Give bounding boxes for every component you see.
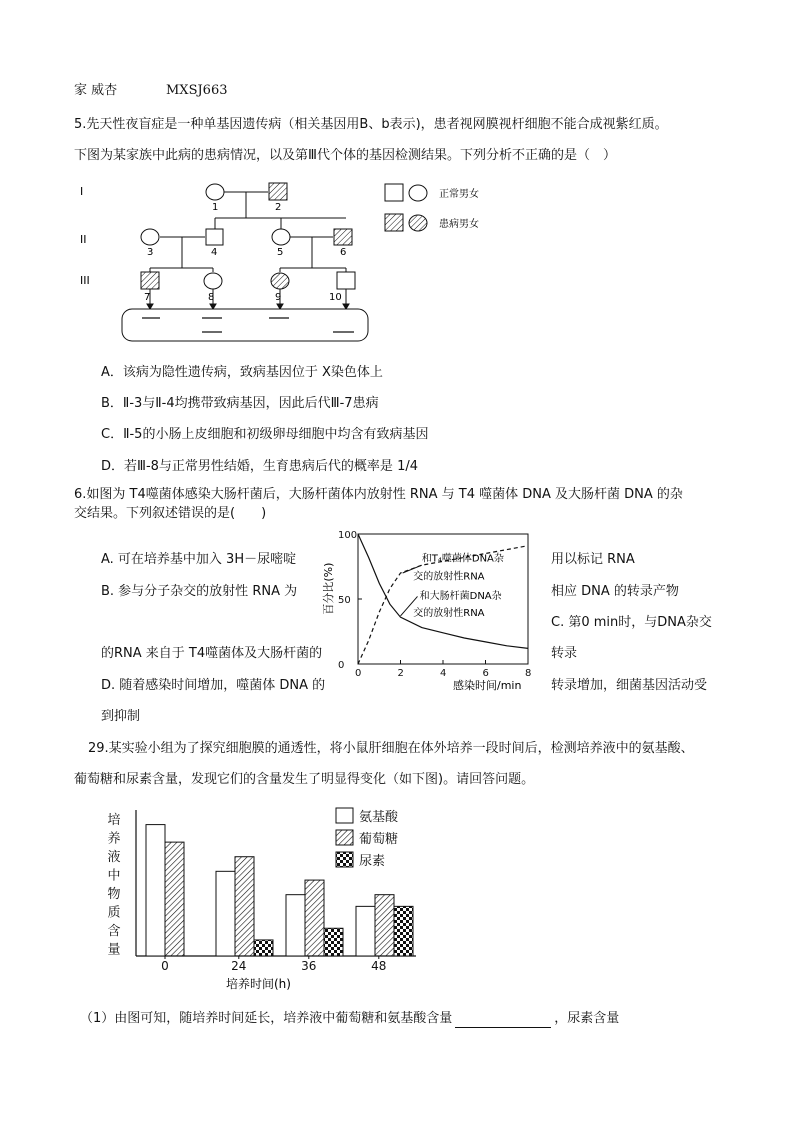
legend-swatch-尿素 <box>336 852 353 867</box>
member-3-female-normal <box>141 229 159 245</box>
bar-葡萄糖-48 <box>375 895 394 956</box>
bar-category-label: 48 <box>371 959 387 973</box>
rna-hybridization-line-chart <box>318 524 548 694</box>
bar-ylabel-char: 液 <box>107 850 121 865</box>
bar-葡萄糖-36 <box>305 880 324 956</box>
line-chart-xlabel: 感染时间/min <box>453 679 522 692</box>
member-8-female-normal <box>204 273 222 289</box>
legend-label-氨基酸: 氨基酸 <box>359 810 399 825</box>
legend-normal-label: 正常男女 <box>439 189 479 200</box>
member-1-female-normal <box>206 184 224 200</box>
y-tick-label: 100 <box>338 530 358 541</box>
line-chart-series2-label-b: 交的放射性RNA <box>413 607 485 619</box>
generation-I: I <box>80 185 84 198</box>
member-7-male-affected <box>141 272 159 289</box>
label-4: 4 <box>211 247 218 258</box>
bar-尿素-48 <box>394 906 413 956</box>
x-tick-label: 2 <box>397 668 404 679</box>
bar-ylabel-char: 养 <box>107 831 121 847</box>
q6-option-c: C. 第0 min时，与DNA杂交 <box>551 615 712 630</box>
legend-affected-label: 患病男女 <box>439 219 479 230</box>
q29-answer-blank[interactable] <box>455 1013 551 1028</box>
bar-chart-xlabel: 培养时间(h) <box>226 977 291 991</box>
q6-option-d: D. 随着感染时间增加，噬菌体 DNA 的 <box>101 678 326 693</box>
pedigree-diagram <box>70 172 479 350</box>
q6-option-a-right: 用以标记 RNA <box>551 552 635 567</box>
bar-ylabel-char: 质 <box>107 905 121 921</box>
label-6: 6 <box>340 247 347 258</box>
line-chart-series1-label-a: 和T₄噬菌体DNA杂 <box>421 553 504 565</box>
label-5: 5 <box>277 247 284 258</box>
q5-option-c: C．Ⅱ-5的小肠上皮细胞和初级卵母细胞中均含有致病基因 <box>101 427 429 442</box>
gene-test-result-box <box>122 309 368 341</box>
q5-option-a: A．该病为隐性遗传病，致病基因位于 X染色体上 <box>101 365 383 380</box>
bar-category-label: 24 <box>231 959 247 973</box>
bar-ylabel-char: 培 <box>107 813 121 828</box>
legend-label-葡萄糖: 葡萄糖 <box>359 832 399 847</box>
header-code: MXSJ663 <box>166 83 228 98</box>
bar-category-label: 36 <box>301 959 317 973</box>
line-chart-series1-label-b: 交的放射性RNA <box>413 571 485 583</box>
bar-category-label: 0 <box>161 959 169 973</box>
q29-sub1-text-a: （1）由图可知，随培养时间延长，培养液中葡萄糖和氨基酸含量 <box>80 1011 453 1026</box>
member-6-male-affected <box>334 229 352 245</box>
q6-option-d-right: 转录增加，细菌基因活动受 <box>551 678 708 693</box>
member-5-female-normal <box>272 229 290 245</box>
bar-氨基酸-0 <box>146 825 165 956</box>
bar-ylabel-char: 物 <box>107 887 121 902</box>
q29-sub1-text-b: ，尿素含量 <box>554 1011 620 1026</box>
q29-stem-line2: 葡萄糖和尿素含量，发现它们的含量发生了明显得变化（如下图)。请回答问题。 <box>74 772 535 787</box>
bar-ylabel-char: 量 <box>107 942 121 958</box>
member-10-male-normal <box>337 272 355 289</box>
legend-swatch-葡萄糖 <box>336 830 353 845</box>
x-tick-label: 0 <box>355 668 362 679</box>
generation-III: III <box>80 274 90 287</box>
q6-option-c-cont-right: 转录 <box>551 646 578 661</box>
bar-氨基酸-36 <box>286 895 305 956</box>
member-9-female-affected <box>271 273 289 289</box>
q29-stem-line1: 29.某实验小组为了探究细胞膜的通透性，将小鼠肝细胞在体外培养一段时间后，检测培养液中的氨基酸、 <box>88 741 694 756</box>
bar-葡萄糖-24 <box>235 857 254 956</box>
y-tick-label: 0 <box>338 660 345 671</box>
bar-氨基酸-48 <box>356 906 375 956</box>
line-chart-series2-label-a: 和大肠杆菌DNA杂 <box>419 591 502 602</box>
q5-option-b: B．Ⅱ-3与Ⅱ-4均携带致病基因，因此后代Ⅲ-7患病 <box>101 396 379 411</box>
generation-II: II <box>80 233 87 246</box>
bar-尿素-24 <box>254 940 273 956</box>
bar-ylabel-char: 中 <box>107 868 121 884</box>
q6-option-d-cont: 到抑制 <box>101 709 141 724</box>
y-tick-label: 50 <box>338 595 351 606</box>
q6-option-c-cont: 的RNA 来自于 T4噬菌体及大肠杆菌的 <box>101 646 323 661</box>
x-tick-label: 8 <box>525 668 532 679</box>
bar-氨基酸-24 <box>216 871 235 956</box>
bar-ylabel-char: 含 <box>107 924 121 939</box>
x-tick-label: 4 <box>440 668 447 679</box>
q6-stem-line2: 交结果。下列叙述错误的是( ) <box>74 506 267 521</box>
q6-stem-line1: 6.如图为 T4噬菌体感染大肠杆菌后，大肠杆菌体内放射性 RNA 与 T4 噬菌体 DNA 及大肠杆菌 DNA 的杂 <box>74 487 683 502</box>
legend-label-尿素: 尿素 <box>359 854 386 869</box>
culture-medium-bar-chart <box>100 800 430 996</box>
bar-chart-ylabel <box>107 813 120 958</box>
label-10: 10 <box>329 292 342 303</box>
legend-affected-female <box>409 215 427 231</box>
x-tick-label: 6 <box>482 668 489 679</box>
q6-option-a: A. 可在培养基中加入 3H－尿嘧啶 <box>101 552 297 567</box>
label-9: 9 <box>275 292 282 303</box>
legend-affected-male <box>385 214 403 231</box>
q5-stem-line2: 下图为某家族中此病的患病情况，以及第Ⅲ代个体的基因检测结果。下列分析不正确的是（ ） <box>74 148 616 163</box>
label-1: 1 <box>212 202 219 213</box>
q5-option-d: D．若Ⅲ-8与正常男性结婚，生育患病后代的概率是 1/4 <box>101 459 418 474</box>
legend-swatch-氨基酸 <box>336 808 353 823</box>
label-7: 7 <box>144 292 151 303</box>
member-2-male-affected <box>269 183 287 200</box>
member-4-male-normal <box>206 229 223 245</box>
legend-normal-female <box>409 185 427 201</box>
header-name: 家 威杏 <box>74 83 118 98</box>
bar-尿素-36 <box>324 928 343 956</box>
legend-normal-male <box>385 184 403 201</box>
label-8: 8 <box>208 292 215 303</box>
line-chart-ylabel: 百分比(%) <box>322 562 335 615</box>
label-3: 3 <box>147 247 154 258</box>
q5-stem-line1: 5.先天性夜盲症是一种单基因遗传病（相关基因用B、b表示)，患者视网膜视杆细胞不能合成视紫红质。 <box>74 117 668 132</box>
bar-葡萄糖-0 <box>165 842 184 956</box>
q6-option-b: B. 参与分子杂交的放射性 RNA 为 <box>101 584 298 599</box>
label-2: 2 <box>275 202 282 213</box>
q6-option-b-right: 相应 DNA 的转录产物 <box>551 584 679 599</box>
q29-sub1 <box>80 1010 619 1028</box>
